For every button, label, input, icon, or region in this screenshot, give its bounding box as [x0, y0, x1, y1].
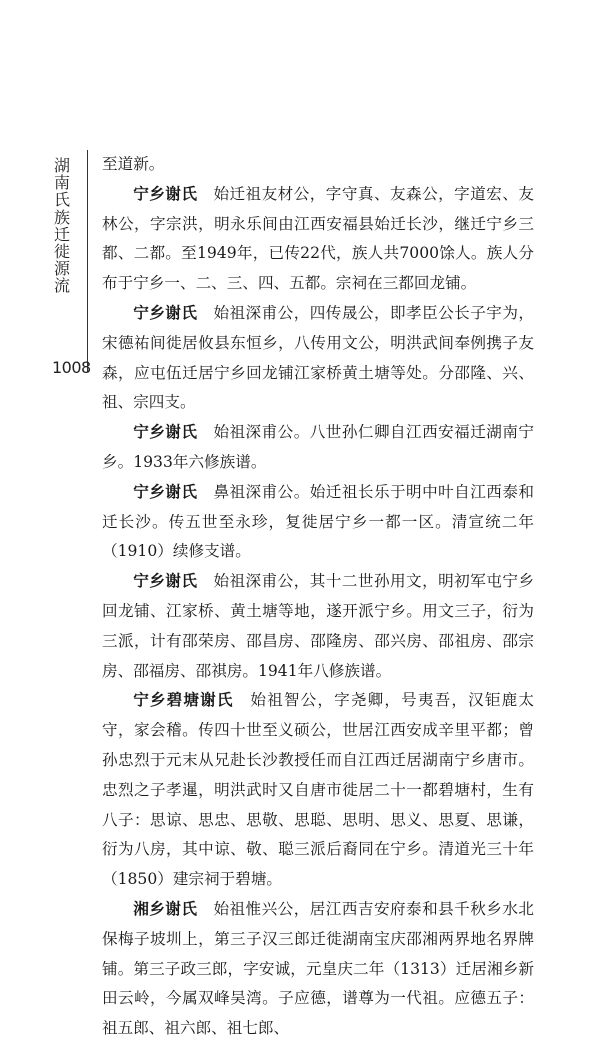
paragraph-text: 始祖惟兴公，居江西吉安府泰和县千秋乡水北保梅子坡圳上，第三子汉三郎迁徙湖南宝庆邵湘两界地名界牌铺。第三子政三郎，字安诚，元皇庆二年（1313）迁居湘乡新田云岭，今属双峰吴湾。子应德，谱尊为一代祖。应德五子：祖五郎、祖六郎、祖七郎、 — [102, 899, 534, 1038]
paragraph — [102, 567, 534, 686]
paragraph-text: 始迁祖友材公，字守真、友森公，字道宏、友林公，字宗洪，明永乐间由江西安福县始迁长沙，继迁宁乡三都、二都。至1949年，已传22代，族人共7000馀人。族人分布于宁乡一、二、三、四、五都。宗祠在三都回龙铺。 — [102, 184, 534, 293]
paragraph — [102, 180, 534, 299]
paragraph-text: 始祖深甫公。八世孙仁卿自江西安福迁湖南宁乡。1933年六修族谱。 — [102, 423, 534, 471]
paragraph-text: 鼻祖深甫公。始迁祖长乐于明中叶自江西泰和迁长沙。传五世至永珍，复徙居宁乡一都一区。清宣统二年（1910）续修支谱。 — [102, 482, 534, 561]
paragraph-heading: 宁乡谢氏 — [133, 572, 198, 591]
running-title: 湖南氏族迁徙源流 — [53, 156, 70, 296]
paragraph-heading: 宁乡谢氏 — [133, 184, 198, 203]
paragraph — [102, 418, 534, 478]
paragraph — [102, 150, 534, 180]
paragraph-heading: 宁乡谢氏 — [133, 482, 198, 501]
paragraph — [102, 478, 534, 567]
paragraph-heading: 宁乡谢氏 — [133, 303, 198, 322]
paragraph-heading: 宁乡碧塘谢氏 — [133, 691, 234, 710]
paragraph-heading: 湘乡谢氏 — [133, 899, 198, 918]
page-number: 1008 — [52, 358, 91, 377]
paragraph-text: 始祖深甫公，四传晟公，即孝臣公长子宇为，宋德祐间徙居攸县东恒乡，八传用文公，明洪武间奉例携子友森，应屯伍迁居宁乡回龙铺江家桥黄土塘等处。分邵隆、兴、祖、宗四支。 — [102, 303, 534, 412]
body-text — [102, 150, 534, 1044]
paragraph-heading: 宁乡谢氏 — [133, 423, 198, 442]
margin-rule — [87, 150, 88, 372]
paragraph — [102, 895, 534, 1044]
paragraph-text: 至道新。 — [102, 155, 165, 173]
paragraph-text: 始祖智公，字尧卿，号夷吾，汉钜鹿太守，家会稽。传四十世至义硕公，世居江西安成辛里平都；曾孙忠烈于元末从兄赴长沙教授任而自江西迁居湖南宁乡唐市。忠烈之子孝暹，明洪武时又自唐市徙居二十一都碧塘村，生有八子：思谅、思忠、思敬、思聪、思明、思义、思夏、思谦，衍为八房，其中谅、敬、聪三派后裔同在宁乡。清道光三十年（1850）建宗祠于碧塘。 — [102, 691, 534, 889]
paragraph-text: 始祖深甫公，其十二世孙用文，明初军屯宁乡回龙铺、江家桥、黄土塘等地，遂开派宁乡。用文三子，衍为三派，计有邵荣房、邵昌房、邵隆房、邵兴房、邵祖房、邵宗房、邵福房、邵祺房。1941年八修族谱。 — [102, 572, 534, 680]
paragraph — [102, 299, 534, 418]
paragraph — [102, 686, 534, 895]
